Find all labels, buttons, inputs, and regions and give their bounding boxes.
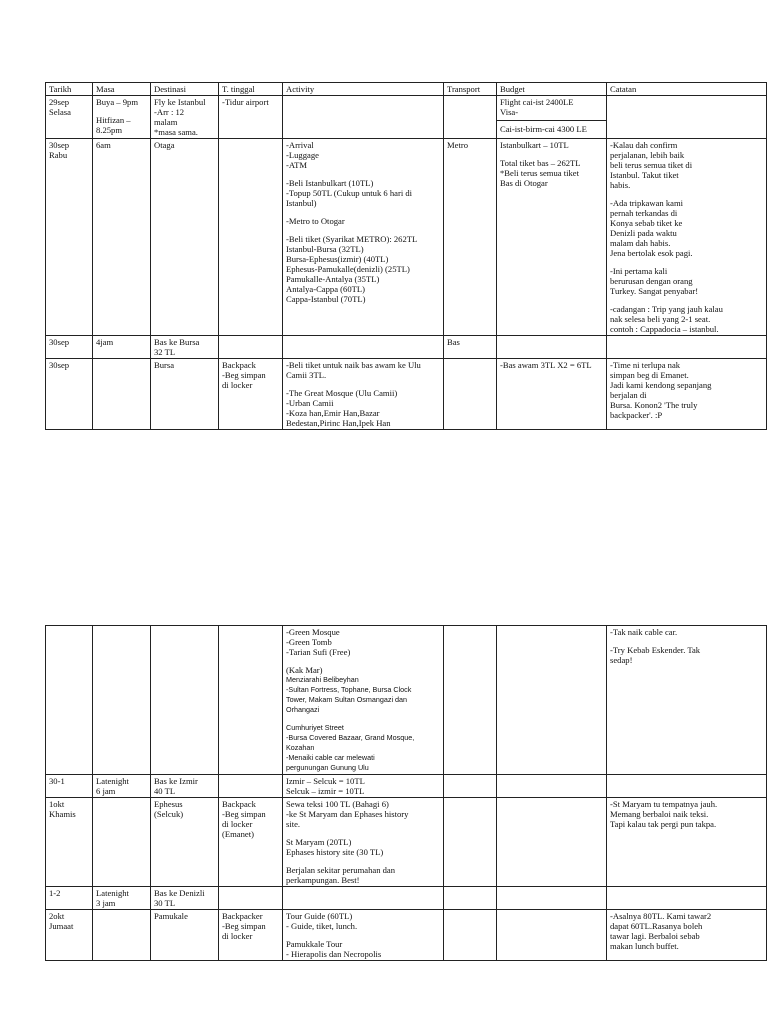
cell-text-line: habis. [610,180,631,190]
cell-text-line: Cappa-Istanbul (70TL) [286,294,366,304]
cell-text-line: -Tak naik cable car. [610,627,678,637]
cell-tempat-tinggal [219,626,283,775]
cell-text-line: contoh : Cappadocia – istanbul. [610,324,719,334]
cell-text-line: Bursa [154,360,175,370]
cell-budget [497,910,607,961]
cell-activity [283,887,444,910]
cell-budget [497,359,607,430]
cell-text-line: Hitfizan – [96,115,131,125]
cell-text-line: -Time ni terlupa nak [610,360,681,370]
cell-tarikh [46,626,93,775]
budget-flight-block [497,97,606,121]
cell-text-line: -Arr : 12 [154,107,185,117]
cell-text-line: backpacker'. :P [610,410,663,420]
column-header: Catatan [607,83,767,96]
cell-text-line: sedap! [610,655,633,665]
table-row [46,96,767,139]
cell-text-line: -ke St Maryam dan Ephases history [286,809,409,819]
cell-masa [93,887,151,910]
header-row [46,83,767,96]
cell-catatan [607,798,767,887]
cell-tempat-tinggal [219,775,283,798]
cell-text-line: dapat 60TL.Rasanya boleh [610,921,703,931]
cell-text-line: Tapi kalau tak pergi pun takpa. [610,819,717,829]
cell-text-line [286,170,440,178]
cell-transport [444,798,497,887]
cell-text-line: -ATM [286,160,308,170]
budget-return-block [500,121,603,134]
cell-transport [444,626,497,775]
cell-masa [93,359,151,430]
cell-text-line: 40 TL [154,786,176,796]
cell-text-line: - Hierapolis dan Necropolis [286,949,382,959]
cell-text-line: Bedestan,Pirinc Han,Ipek Han [286,418,391,428]
cell-text-line: Backpack [222,360,256,370]
cell-text-line: -Beg simpan [222,809,266,819]
cell-text-line: Pamukkale Tour [286,939,343,949]
cell-budget [497,775,607,798]
cell-catatan [607,887,767,910]
cell-text-line: Flight cai-ist 2400LE [500,97,574,107]
cell-text-line: -Asalnya 80TL. Kami tawar2 [610,911,712,921]
cell-text-line [96,107,147,115]
cell-text-line: 29sep [49,97,70,107]
cell-masa [93,96,151,139]
cell-text-line: -Arrival [286,140,314,150]
cell-masa [93,626,151,775]
cell-text-line: -Tidur airport [222,97,269,107]
cell-text-line: -Menaiki cable car melewati [286,753,375,762]
cell-text-line: Camii 3TL. [286,370,327,380]
cell-tarikh [46,336,93,359]
cell-budget [497,798,607,887]
cell-text-line: malam dah habis. [610,238,671,248]
cell-text-line [286,208,440,216]
cell-tarikh [46,798,93,887]
cell-tarikh [46,775,93,798]
cell-text-line: (Selcuk) [154,809,184,819]
cell-text-line [286,857,440,865]
cell-text-line: -Sultan Fortress, Tophane, Bursa Clock [286,685,412,694]
table-row [46,626,767,775]
column-header: Destinasi [151,83,219,96]
cell-tempat-tinggal [219,887,283,910]
cell-text-line: pergunungan Gunung Ulu [286,763,369,772]
cell-text-line: Berjalan sekitar perumahan dan [286,865,396,875]
cell-text-line: -cadangan : Trip yang jauh kalau [610,304,723,314]
cell-text-line: -The Great Mosque (Ulu Camii) [286,388,398,398]
cell-text-line: 6 jam [96,786,116,796]
cell-text-line: Backpack [222,799,256,809]
cell-text-line: Metro [447,140,469,150]
cell-text-line: -Green Tomb [286,637,332,647]
cell-text-line: Buya – 9pm [96,97,139,107]
cell-text-line: -Luggage [286,150,319,160]
cell-masa [93,798,151,887]
cell-text-line: Bas [447,337,460,347]
cell-text-line: -Ada tripkawan kami [610,198,684,208]
cell-text-line: Orhangazi [286,705,320,714]
cell-text-line: -Beg simpan [222,370,266,380]
cell-text-line: 6am [96,140,111,150]
cell-text-line: Selcuk – izmir = 10TL [286,786,365,796]
cell-text-line: nak selesa beli yang 2-1 seat. [610,314,711,324]
cell-tempat-tinggal [219,910,283,961]
cell-text-line: Istanbul) [286,198,317,208]
cell-text-line: Latenight [96,776,129,786]
table-row [46,336,767,359]
cell-transport [444,139,497,336]
cell-text-line: Menziarahi Belibeyhan [286,675,359,684]
cell-activity [283,775,444,798]
column-header: Budget [497,83,607,96]
cell-destinasi [151,798,219,887]
cell-tarikh [46,96,93,139]
table-row [46,139,767,336]
cell-catatan [607,336,767,359]
cell-text-line: simpan beg di Emanet. [610,370,689,380]
cell-destinasi [151,887,219,910]
cell-text-line: -Kalau dah confirm [610,140,678,150]
cell-text-line: Selasa [49,107,71,117]
cell-tarikh [46,887,93,910]
cell-catatan [607,775,767,798]
cell-text-line: -Beli tiket (Syarikat METRO): 262TL [286,234,418,244]
table-row [46,798,767,887]
cell-text-line: di locker [222,380,253,390]
cell-text-line: St Maryam (20TL) [286,837,352,847]
cell-masa [93,775,151,798]
cell-text-line: perkampungan. Best! [286,875,360,885]
cell-tempat-tinggal [219,798,283,887]
cell-budget [497,336,607,359]
cell-destinasi [151,139,219,336]
cell-transport [444,336,497,359]
cell-text-line: -Try Kebab Eskender. Tak [610,645,701,655]
cell-text-line: Latenight [96,888,129,898]
column-header: T. tinggal [219,83,283,96]
cell-tarikh [46,359,93,430]
cell-text-line: Pamukalle-Antalya (35TL) [286,274,380,284]
cell-tempat-tinggal [219,96,283,139]
cell-text-line: Cumhuriyet Street [286,723,344,732]
cell-text-line [286,715,440,723]
cell-text-line: Izmir – Selcuk = 10TL [286,776,365,786]
cell-activity [283,139,444,336]
cell-text-line: 4jam [96,337,114,347]
cell-masa [93,139,151,336]
cell-text-line: -Ini pertama kali [610,266,668,276]
cell-text-line [610,637,763,645]
cell-masa [93,910,151,961]
cell-text-line: 1-2 [49,888,61,898]
table-row [46,775,767,798]
cell-text-line: perjalanan, lebih baik [610,150,685,160]
cell-catatan [607,96,767,139]
cell-text-line: site. [286,819,301,829]
cell-destinasi [151,910,219,961]
cell-activity [283,798,444,887]
cell-text-line: Turkey. Sangat penyabar! [610,286,699,296]
cell-text-line: 30sep [49,337,70,347]
cell-destinasi [151,336,219,359]
cell-text-line: Sewa teksi 100 TL (Bahagi 6) [286,799,389,809]
cell-text-line [500,150,603,158]
cell-text-line: 32 TL [154,347,176,357]
cell-tempat-tinggal [219,336,283,359]
cell-text-line: 30sep [49,140,70,150]
cell-catatan [607,626,767,775]
itinerary-table-bottom [45,625,767,961]
cell-budget [497,887,607,910]
cell-text-line: -Tarian Sufi (Free) [286,647,351,657]
cell-text-line: -Beg simpan [222,921,266,931]
cell-text-line: Antalya-Cappa (60TL) [286,284,365,294]
cell-text-line: *masa sama. [154,127,198,137]
column-header: Masa [93,83,151,96]
cell-text-line: Bas ke Denizli [154,888,205,898]
cell-text-line: Ephesus [154,799,183,809]
cell-text-line [610,190,763,198]
cell-text-line: -Topup 50TL (Cukup untuk 6 hari di [286,188,413,198]
column-header: Transport [444,83,497,96]
cell-text-line: makan lunch buffet. [610,941,679,951]
cell-transport [444,775,497,798]
cell-text-line: Bas ke Izmir [154,776,198,786]
cell-text-line: -Koza han,Emir Han,Bazar [286,408,380,418]
cell-text-line: -St Maryam tu tempatnya jauh. [610,799,718,809]
cell-destinasi [151,775,219,798]
cell-text-line: Istanbulkart – 10TL [500,140,569,150]
cell-destinasi [151,96,219,139]
cell-text-line: Istanbul-Bursa (32TL) [286,244,364,254]
cell-text-line: Bas di Otogar [500,178,548,188]
cell-text-line: 30sep [49,360,70,370]
cell-text-line: (Emanet) [222,829,254,839]
cell-catatan [607,139,767,336]
cell-text-line [610,258,763,266]
cell-catatan [607,359,767,430]
cell-text-line: Bursa. Konon2 'The truly [610,400,698,410]
cell-activity [283,336,444,359]
itinerary-table-top [45,82,767,430]
cell-budget [497,626,607,775]
cell-text-line: Kozahan [286,743,315,752]
cell-text-line: -Metro to Otogar [286,216,345,226]
cell-text-line: -Urban Camii [286,398,334,408]
cell-text-line: 1okt [49,799,65,809]
cell-text-line: Bursa-Ephesus(izmir) (40TL) [286,254,389,264]
cell-text-line: Backpacker [222,911,263,921]
cell-text-line: Denizli pada waktu [610,228,677,238]
cell-transport [444,96,497,139]
cell-tarikh [46,910,93,961]
cell-text-line: -Green Mosque [286,627,340,637]
column-header: Tarikh [46,83,93,96]
cell-text-line: Jena bertolak esok pagi. [610,248,693,258]
cell-text-line: beli terus semua tiket di [610,160,693,170]
cell-activity [283,359,444,430]
cell-text-line: -Bas awam 3TL X2 = 6TL [500,360,592,370]
cell-text-line: Jumaat [49,921,74,931]
cell-text-line: 3 jam [96,898,116,908]
cell-text-line: Khamis [49,809,76,819]
cell-activity [283,96,444,139]
cell-text-line: 30 TL [154,898,176,908]
cell-text-line: di locker [222,819,253,829]
cell-text-line: *Beli terus semua tiket [500,168,579,178]
cell-text-line: Jadi kami kendong sepanjang [610,380,712,390]
cell-text-line [286,931,440,939]
cell-destinasi [151,359,219,430]
cell-text-line: -Beli Istanbulkart (10TL) [286,178,374,188]
cell-text-line: Tour Guide (60TL) [286,911,353,921]
cell-text-line: di locker [222,931,253,941]
cell-text-line: 8.25pm [96,125,123,135]
cell-masa [93,336,151,359]
cell-text-line: tawar lagi. Berbaloi sebab [610,931,700,941]
cell-text-line: Istanbul. Takut tiket [610,170,679,180]
cell-text-line: Ephases history site (30 TL) [286,847,384,857]
cell-catatan [607,910,767,961]
table-row [46,910,767,961]
cell-text-line [610,296,763,304]
cell-text-line: 2okt [49,911,65,921]
cell-text-line: pernah terkandas di [610,208,678,218]
column-header: Activity [283,83,444,96]
cell-destinasi [151,626,219,775]
cell-transport [444,359,497,430]
cell-text-line: Rabu [49,150,68,160]
cell-budget [497,96,607,139]
cell-text-line [286,226,440,234]
cell-text-line: Cai-ist-birm-cai 4300 LE [500,124,587,134]
cell-text-line: Total tiket bas – 262TL [500,158,581,168]
cell-activity [283,626,444,775]
cell-text-line: malam [154,117,178,127]
cell-text-line [286,657,440,665]
cell-text-line: 30-1 [49,776,65,786]
cell-tarikh [46,139,93,336]
cell-transport [444,910,497,961]
cell-text-line: Pamukale [154,911,188,921]
cell-transport [444,887,497,910]
cell-activity [283,910,444,961]
cell-text-line: Bas ke Bursa [154,337,200,347]
table-row [46,359,767,430]
cell-text-line: Ephesus-Pamukalle(denizli) (25TL) [286,264,410,274]
cell-text-line: Konya sebab tiket ke [610,218,683,228]
cell-tempat-tinggal [219,139,283,336]
table-row [46,887,767,910]
cell-text-line: Tower, Makam Sultan Osmangazi dan [286,695,408,704]
cell-text-line: -Bursa Covered Bazaar, Grand Mosque, [286,733,415,742]
cell-text-line: berjalan di [610,390,647,400]
cell-text-line: Memang berbaloi naik teksi. [610,809,709,819]
cell-text-line: Fly ke Istanbul [154,97,206,107]
cell-text-line [286,829,440,837]
cell-text-line: - Guide, tiket, lunch. [286,921,358,931]
cell-text-line: (Kak Mar) [286,665,323,675]
cell-budget [497,139,607,336]
cell-tempat-tinggal [219,359,283,430]
cell-text-line: Otaga [154,140,175,150]
cell-text-line [286,380,440,388]
cell-text-line: berurusan dengan orang [610,276,693,286]
cell-text-line: -Beli tiket untuk naik bas awam ke Ulu [286,360,421,370]
cell-text-line: Visa- [500,107,519,117]
